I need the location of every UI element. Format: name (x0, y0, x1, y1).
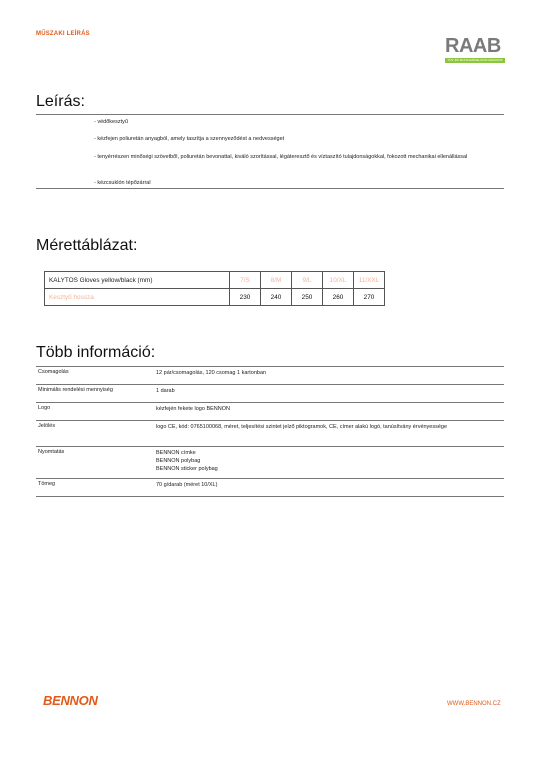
info-label: Csomagolás (38, 369, 69, 375)
info-row-weight (36, 478, 504, 497)
product-name-cell: KALYTOS Gloves yellow/black (mm) (45, 272, 230, 289)
info-row-packaging (36, 366, 504, 385)
size-value-cell: 270 (354, 289, 385, 306)
description-heading: Leírás: (36, 93, 85, 110)
info-row-printing (36, 446, 504, 479)
size-table-header-row (45, 272, 385, 289)
size-header-cell: 7/S (230, 272, 261, 289)
size-table (44, 271, 385, 306)
info-value: BENNON címke BENNON polybag BENNON sticker polybag (156, 450, 218, 472)
bennon-logo: BENNON (43, 693, 98, 708)
website-link[interactable]: WWW.BENNON.CZ (447, 701, 501, 707)
size-value-cell: 240 (261, 289, 292, 306)
document-type-label: MŰSZAKI LEÍRÁS (36, 31, 90, 37)
info-value: 12 pár/csomagolás, 120 csomag 1 kartonban (156, 370, 267, 376)
size-table-value-row (45, 289, 385, 306)
size-table-heading: Mérettáblázat: (36, 237, 138, 254)
info-row-logo (36, 402, 504, 421)
description-top-rule (36, 114, 504, 115)
description-bottom-rule (36, 188, 504, 189)
raab-logo-word: RAAB (445, 35, 501, 57)
glove-length-label: Kesztyű hossza (45, 289, 230, 306)
info-row-marking (36, 420, 504, 447)
raab-logo-tagline: TÜV: ÉS MUNKAVÉDELMI RUHÁZATOK (445, 58, 505, 63)
description-line: - kézcsuklón tépőzárral (94, 180, 151, 186)
description-line: - kézfejen poliuretán anyagból, amely taszítja a szennyeződést a nedvességet (94, 136, 285, 142)
description-line: - tenyérrészen minőségi szövetből, poliuretán bevonattal, kiváló szorítással, légáteresztő és víztaszító tulajdonságokkal, fokozott mechanikai ellenállással (94, 154, 468, 160)
info-label: Nyomtatás (38, 449, 65, 455)
size-value-cell: 250 (292, 289, 323, 306)
size-value-cell: 260 (323, 289, 354, 306)
size-header-cell: 10/XL (323, 272, 354, 289)
size-value-cell: 230 (230, 289, 261, 306)
info-value: 70 g/darab (méret 10/XL) (156, 482, 218, 488)
info-label: Minimális rendelési mennyiség (38, 387, 113, 393)
size-header-cell: 9/L (292, 272, 323, 289)
info-heading: Több információ: (36, 344, 156, 361)
size-header-cell: 11/XXL (354, 272, 385, 289)
info-row-min-order (36, 384, 504, 403)
info-label: Jelölés (38, 423, 56, 429)
size-header-cell: 8/M (261, 272, 292, 289)
info-value: kézfején fekete logo BENNON (156, 406, 230, 412)
info-label: Logo (38, 405, 51, 411)
info-label: Tömeg (38, 481, 56, 487)
info-value: 1 darab (156, 388, 175, 394)
info-value: logo CE, kód: 0765100068, méret, teljesítési szintet jelző piktogramok, CE, címer alakú logó, tanúsítvány érvényessége (156, 424, 448, 430)
description-line: - védőkesztyű (94, 119, 128, 125)
raab-logo (445, 35, 505, 71)
